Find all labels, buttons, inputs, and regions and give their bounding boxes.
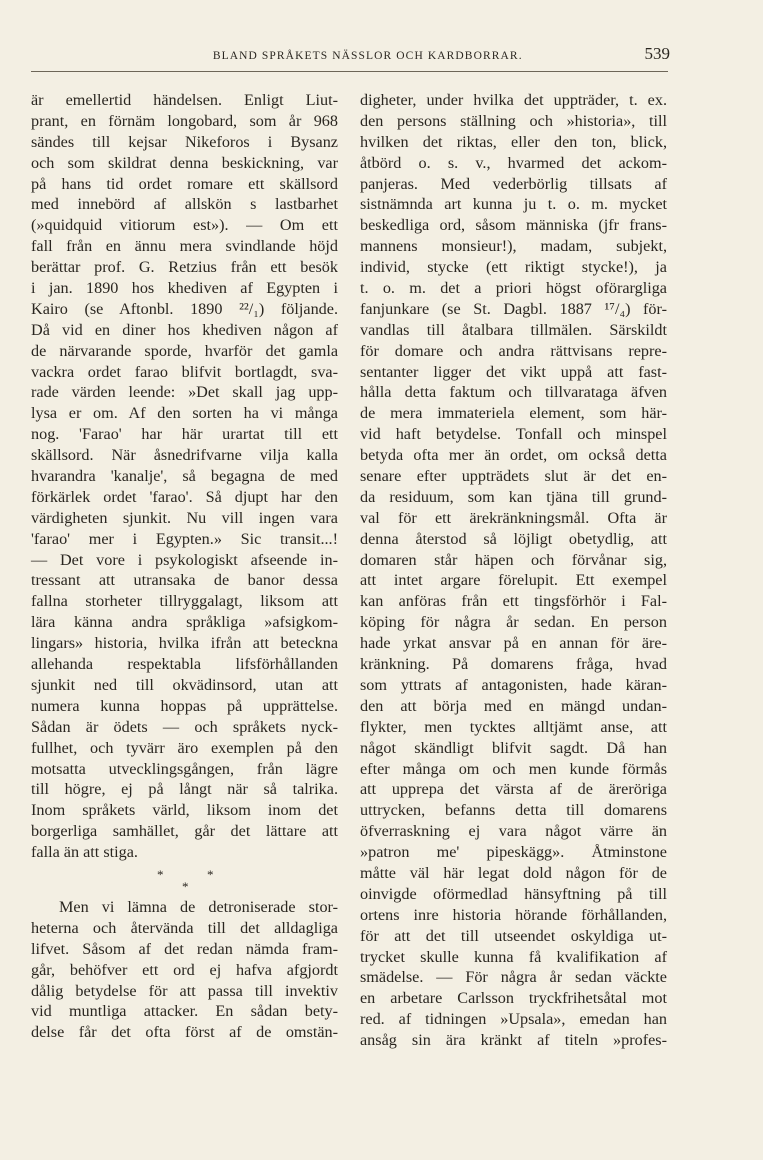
text-line: den persons ställning och »historia», till <box>360 111 667 130</box>
text-line: ansåg sin ära kränkt af titeln »profes- <box>360 1031 667 1050</box>
text-line: senare efter uppträdets slut är det en- <box>360 467 667 486</box>
text-line: Sådan är ödets — och språkets nyck- <box>31 717 338 736</box>
running-head: BLAND SPRÅKETS NÄSSLOR OCH KARDBORRAR. <box>212 50 523 62</box>
text-line: är emellertid händelsen. Enligt Liut- <box>31 91 338 109</box>
text-line: att intet argare förelupit. Ett exempel <box>360 571 667 590</box>
text-line: motsatta utvecklingsgången, från lägre <box>31 759 338 778</box>
text-line: hade yrkat ansvar på en annan för äre- <box>360 634 667 653</box>
text-line: fallna storheter tillryggalagt, liksom att <box>31 592 338 611</box>
text-line: lingars» historia, hvilka ifrån att beteckna <box>31 634 338 653</box>
text-line: den att börja med en mängd undan- <box>360 696 667 715</box>
text-line: lysa er om. Af den sorten ha vi många <box>31 404 338 423</box>
text-line: Då vid en diner hos khediven någon af <box>31 320 338 339</box>
text-line: för domare och andra rättvisans repre- <box>360 341 667 360</box>
text-line: berättar prof. G. Retzius från ett besök <box>31 258 338 277</box>
text-line: oinvigde oförmedlad hänsyftning på till <box>360 884 667 903</box>
text-line: till högre, ej på långt när så talrika. <box>31 780 338 799</box>
text-line: vid haft betydelse. Tonfall och minspel <box>360 425 667 444</box>
text-line: de mera immateriela element, som här- <box>360 404 667 423</box>
text-line: kan anföras från ett tingsförhör i Fal- <box>360 592 667 611</box>
text-line: hvarandra 'kanalje', så begagna de med <box>31 467 338 486</box>
text-line: går, behöfver ett ord ej hafva afgjordt <box>31 960 338 979</box>
text-line: åtbörd o. s. v., hvarmed det ackom- <box>360 153 667 172</box>
page-header <box>31 44 668 64</box>
text-line: och som skildrat denna beskickning, var <box>31 153 338 172</box>
text-line: flykter, men tycktes alltjämt anse, att <box>360 717 667 736</box>
text-line: att upprepa det värsta af de äreröriga <box>360 780 667 799</box>
text-line: delse får det ofta först af de omstän- <box>31 1023 338 1042</box>
text-line: red. af tidningen »Upsala», emedan han <box>360 1010 667 1029</box>
text-line: nog. 'Farao' har här urartat till ett <box>31 425 338 444</box>
text-line: allehanda respektabla lifsförhållanden <box>31 655 338 674</box>
text-line: sentanter ligger det vikt uppå att fast- <box>360 362 667 381</box>
text-line: dålig betydelse för att passa till invektiv <box>31 981 338 1000</box>
text-line: panjeras. Med vederbörlig tillsats af <box>360 174 667 193</box>
text-line: Men vi lämna de detroniserade stor- <box>59 897 338 916</box>
text-line: numera kunna hoppas på upprättelse. <box>31 696 338 715</box>
star-glyph: * <box>182 878 189 894</box>
star-glyph: * <box>157 866 164 882</box>
text-line: falla än att stiga. <box>31 843 138 862</box>
text-line: da residuum, som kan tjäna till grund- <box>360 487 667 506</box>
text-line: borgerliga samhället, går det lättare att <box>31 822 338 841</box>
header-rule <box>31 71 668 72</box>
section-break-stars <box>31 863 338 897</box>
text-line: (»quidquid vitiorum est»). — Om ett <box>31 216 338 235</box>
text-line: 'farao' mer i Egypten.» Sic transit...! <box>31 529 338 548</box>
text-line: måtte väl här legat dold någon för de <box>360 863 667 882</box>
text-line: vid muntliga attacker. En sådan bety- <box>31 1002 338 1021</box>
text-line: fall från en ännu mera svindlande höjd <box>31 237 338 256</box>
text-line: uttrycken, befanns detta till domarens <box>360 801 667 820</box>
text-line: tressant att utransaka de banor dessa <box>31 571 338 590</box>
text-line: något skändligt blifvit sagdt. Då han <box>360 738 667 757</box>
text-line: heterna och återvända till det alldagliga <box>31 918 338 937</box>
text-line: betyda ofta mer än ordet, om också detta <box>360 446 667 465</box>
text-line: smädelse. — För några år sedan väckte <box>360 968 667 987</box>
text-line: för att det till utseendet oskyldiga ut- <box>360 926 667 945</box>
text-line: — Det vore i psykologiskt afseende in- <box>31 550 338 569</box>
text-line: ortens inre historia hörande förhållanden, <box>360 905 667 924</box>
text-line: val för ett ärekränkningsmål. Ofta är <box>360 508 667 527</box>
text-line: värdigheten sjunkit. Nu vill ingen vara <box>31 508 338 527</box>
text-line: en arbetare Carlsson tryckfrihetsåtal mot <box>360 989 667 1008</box>
text-line: hålla detta faktum och tillvarataga äfven <box>360 383 667 402</box>
text-line: Kairo (se Aftonbl. 1890 ²²/₁) följande. <box>31 299 338 318</box>
text-line: beskedliga ord, såsom människa (jfr frans- <box>360 216 667 235</box>
text-line: hvilken det riktas, eller den ton, blick, <box>360 132 667 151</box>
text-line: digheter, under hvilka det uppträder, t. ex. <box>360 91 667 109</box>
text-line: förkärlek ordet 'farao'. Så djupt har den <box>31 487 338 506</box>
text-line: som yttrats af antagonisten, hade käran- <box>360 675 667 694</box>
text-line: t. o. m. det a priori högst oförargliga <box>360 279 667 298</box>
text-line: öfverraskning ej vara något värre än <box>360 822 667 841</box>
text-line: med innebörd af allskön s lastbarhet <box>31 195 338 214</box>
text-line: de närvarande sporde, hvarför det gamla <box>31 341 338 360</box>
text-line: lifvet. Såsom af det redan nämda fram- <box>31 939 338 958</box>
text-line: denna återstod så löjligt obetydlig, att <box>360 529 667 548</box>
text-line: skällsord. När åsnedrifvarne vilja kalla <box>31 446 338 465</box>
text-line: domaren står häpen och förvånar sig, <box>360 550 667 569</box>
text-line: fullhet, och tyvärr äro exemplen på den <box>31 738 338 757</box>
left-column <box>31 90 338 1043</box>
text-line: sjunkit ned till okvädinsord, utan att <box>31 675 338 694</box>
text-line: fanjunkare (se St. Dagbl. 1887 ¹⁷/₄) för- <box>360 299 667 318</box>
text-line: lära känna andra språkliga »afsigkom- <box>31 613 338 632</box>
text-line: Inom språkets värld, liksom inom det <box>31 801 338 820</box>
text-line: köping för några år sedan. En person <box>360 613 667 632</box>
page-number: 539 <box>644 44 670 63</box>
text-line: kränkning. På domarens fråga, hvad <box>360 655 667 674</box>
text-line: mannens monsieur!), madam, subjekt, <box>360 237 667 256</box>
text-line: vackra ordet farao blifvit bortlagdt, sva- <box>31 362 338 381</box>
text-line: prant, en förnäm longobard, som år 968 <box>31 111 338 130</box>
text-line: rade värden leende: »Det skall jag upp- <box>31 383 338 402</box>
text-line: »patron me' pipeskägg». Åtminstone <box>360 843 667 862</box>
text-line: sändes till kejsar Nikeforos i Bysanz <box>31 132 338 151</box>
text-line: trycket skulle kunna få kvalifikation af <box>360 947 667 966</box>
text-line: vandlas till åtalbara tillmälen. Särskildt <box>360 320 667 339</box>
text-line: på hans tid ordet romare ett skällsord <box>31 174 338 193</box>
text-line: i jan. 1890 hos khediven af Egypten i <box>31 279 338 298</box>
text-line: individ, stycke (ett riktigt stycke!), ja <box>360 258 667 277</box>
text-line: sistnämnda art kunna ju t. o. m. mycket <box>360 195 667 214</box>
right-column <box>360 90 667 1051</box>
text-line: efter många om och men kunde förmås <box>360 759 667 778</box>
star-glyph: * <box>207 866 214 882</box>
